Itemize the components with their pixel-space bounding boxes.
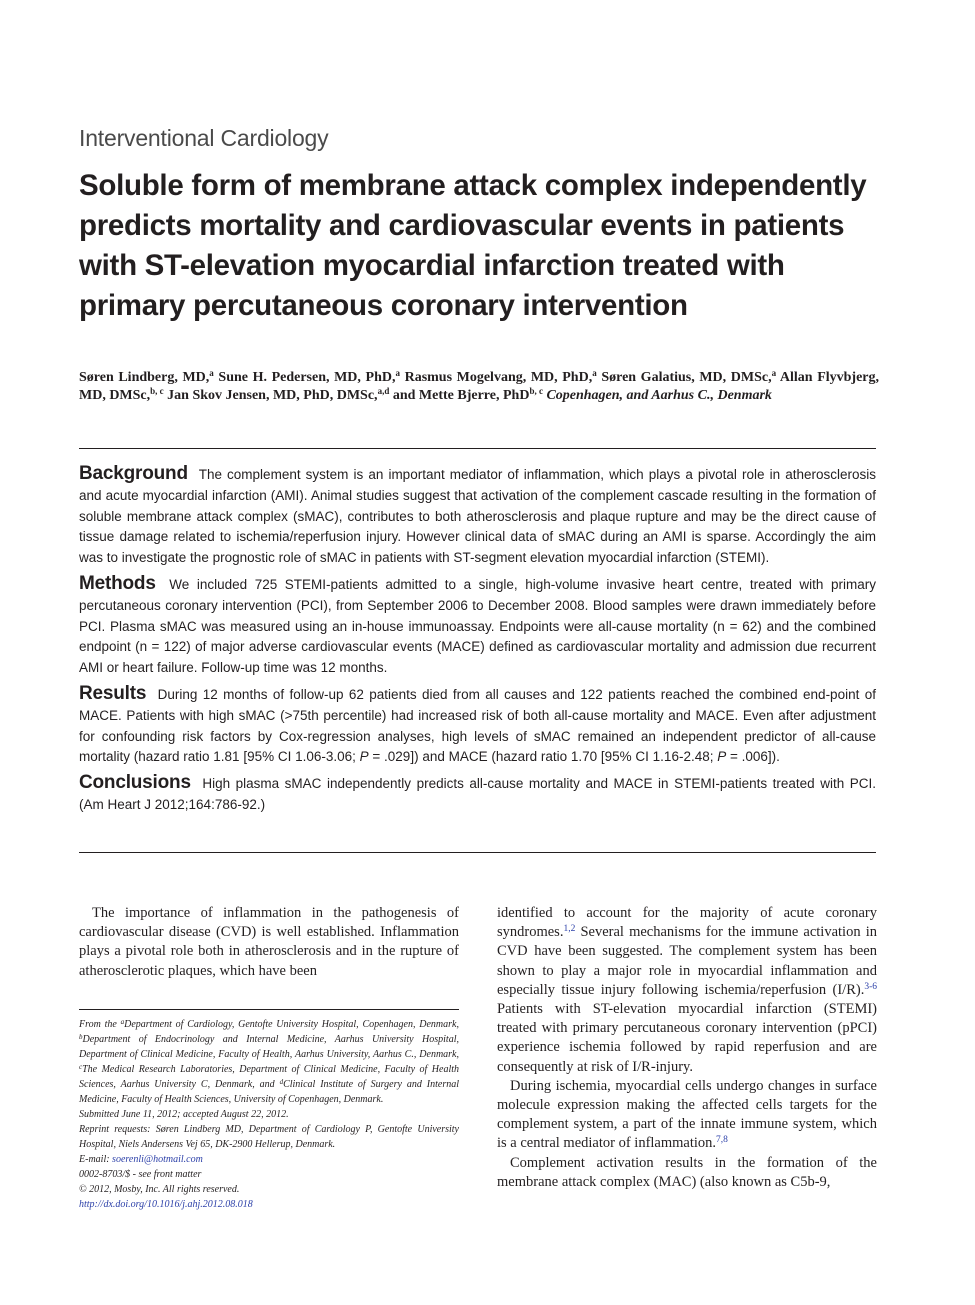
author-list — [79, 369, 879, 405]
note-text: Department of Cardiology, Gentofte University Hospital, Copenhagen, Denmark, — [124, 1019, 459, 1030]
abstract-heading-conclusions: Conclusions — [79, 772, 191, 794]
affiliation-mark: b — [79, 1033, 83, 1041]
author-name: Allan Flyvbjerg, MD, DMSc, — [79, 370, 880, 403]
abstract-top-rule — [79, 448, 876, 449]
author-name: Søren Lindberg, MD, — [79, 370, 210, 385]
abstract-heading-results: Results — [79, 682, 147, 704]
email-link[interactable]: soerenli@hotmail.com — [112, 1154, 203, 1165]
body-paragraph: The importance of inflammation in the pathogenesis of cardiovascular disease (CVD) is well established. Inflammation plays a pivotal role both in atherosclerosis and in the rupture of atherosclerotic plaques, which have been — [79, 905, 459, 979]
email-note — [79, 1152, 459, 1167]
abstract-heading-background: Background — [79, 463, 188, 484]
author-name: Jan Skov Jensen, MD, PhD, DMSc, — [167, 388, 378, 403]
note-text: The Medical Research Laboratories, Department of Clinical Medicine, Faculty of Health Sciences, Aarhus University C, Denmark, and — [79, 1064, 459, 1090]
abstract-text-results: = .006]). — [726, 749, 780, 765]
abstract-heading-methods: Methods — [79, 572, 156, 594]
footnotes — [79, 1017, 459, 1212]
abstract-methods — [79, 574, 876, 679]
abstract-text-background: The complement system is an important mediator of inflammation, which plays a pivotal role in atherosclerosis and acute myocardial infarction (AMI). Animal studies suggest that activation of the complement cascade resulting in the formation of soluble membrane attack complex (sMAC), contributes to both atherosclerosis and plaque rupture and may be the direct cause of tissue damage related to ischemia/reperfusion injury. However clinical data of sMAC during an AMI is sparse. Accordingly the aim was to investigate the prognostic role of sMAC in patients with ST-segment elevation myocardial infarction (STEMI). — [79, 467, 876, 566]
abstract-text-results: During 12 months of follow-up 62 patients died from all causes and 122 patients reached the combined end-point of MACE. Patients with high sMAC (>75th percentile) had increased risk of both all-cause mortality and MACE. Even after adjustment for confounding risk factors by Cox-regression analyses, high levels of sMAC remained an independent predictor of all-cause mortality (hazard ratio 1.81 [95% CI 1.06-3.06; — [79, 686, 876, 765]
paragraph-text: identified to account for the majority of acute coronary syndromes. — [497, 905, 877, 941]
article-title: Soluble form of membrane attack complex independently predicts mortality and cardiovascular events in patients with ST-elevation myocardial infarction treated with primary percutaneous coronary intervention — [79, 169, 867, 322]
abstract-background — [79, 464, 876, 569]
author-conjunction: and — [392, 388, 416, 403]
affiliation-mark: a — [209, 368, 214, 378]
body-paragraph — [497, 1077, 877, 1154]
abstract-results — [79, 684, 876, 768]
email-label: E-mail: — [79, 1154, 113, 1165]
abstract-text-conclusions: High plasma sMAC independently predicts all-cause mortality and MACE in STEMI-patients treated with PCI. (Am Heart J 2012;164:786-92.) — [79, 776, 876, 812]
abstract-text-results: = .029]) and MACE (hazard ratio 1.70 [95% CI 1.16-2.48; — [368, 749, 718, 765]
submitted-note: Submitted June 11, 2012; accepted August 22, 2012. — [79, 1109, 289, 1120]
citation-link[interactable]: 7,8 — [716, 1135, 728, 1146]
note-text: Clinical Institute of Surgery and Internal Medicine, Faculty of Health Sciences, University of Copenhagen, Denmark. — [79, 1079, 460, 1105]
affiliation-mark: b, c — [150, 386, 164, 396]
affiliation-mark: b, c — [529, 386, 543, 396]
copyright-note: © 2012, Mosby, Inc. All rights reserved. — [79, 1184, 240, 1195]
citation-link[interactable]: 1,2 — [563, 924, 576, 935]
author-name: Mette Bjerre, PhD — [418, 388, 530, 403]
doi-link[interactable]: http://dx.doi.org/10.1016/j.ahj.2012.08.018 — [79, 1199, 253, 1210]
p-value-label: P — [359, 749, 369, 765]
citation-link[interactable]: 3-6 — [864, 981, 877, 992]
affiliation-mark: a — [120, 1018, 125, 1026]
abstract-bottom-rule — [79, 852, 876, 853]
affiliation-mark: a — [592, 368, 597, 378]
footnote-rule — [79, 1009, 459, 1010]
paragraph-text: Several mechanisms for the immune activation in CVD have been suggested. The complement system has been shown to play a major role in myocardial inflammation and especially tissue injury following ischemia/reperfusion (I/R). — [497, 924, 877, 998]
section-label: Interventional Cardiology — [79, 125, 329, 151]
note-text: Department of Endocrinology and Internal Medicine, Aarhus University Hospital, Department of Clinical Medicine, Faculty of Health, Aarhus University, Aarhus C., Denmark, — [79, 1034, 459, 1060]
note-text: From the — [79, 1019, 121, 1030]
reprint-note: Reprint requests: Søren Lindberg MD, Department of Cardiology P, Gentofte University Hospital, Niels Andersens Vej 65, DK-2900 Hellerup, Denmark. — [79, 1124, 459, 1150]
abstract — [79, 464, 876, 821]
affiliation-mark: c — [79, 1063, 83, 1071]
paragraph-text: During ischemia, myocardial cells undergo changes in surface molecule expression making the affected cells targets for the complement system, a part of the innate immune system, which is a central mediator of inflammation. — [497, 1077, 877, 1152]
affiliation-mark: a — [395, 368, 400, 378]
body-left-column — [79, 904, 459, 981]
body-paragraph — [497, 904, 877, 1077]
affiliation-mark: d — [279, 1078, 284, 1086]
issn-note: 0002-8703/$ - see front matter — [79, 1169, 202, 1180]
author-name: Søren Galatius, MD, DMSc, — [601, 370, 772, 385]
paragraph-text: Patients with ST-elevation myocardial infarction (STEMI) treated with primary percutaneous coronary intervention (pPCI) experience ischemia followed by rapid reperfusion and are consequently at risk of I/R-injury. — [497, 1001, 877, 1075]
affiliations-note — [79, 1017, 459, 1107]
abstract-text-methods: We included 725 STEMI-patients admitted to a single, high-volume invasive heart centre, treated with primary percutaneous coronary intervention (PCI), from September 2006 to December 2008. Blood samples were drawn immediately before PCI. Plasma sMAC was measured using an in-house immunoassay. Endpoints were all-cause mortality (n = 62) and the combined endpoint (n = 122) of major adverse cardiovascular events (MACE) defined as cardiovascular mortality and admission due recurrent AMI or heart failure. Follow-up time was 12 months. — [79, 576, 876, 676]
author-location: Copenhagen, and Aarhus C., Denmark — [546, 388, 772, 403]
author-name: Rasmus Mogelvang, MD, PhD, — [404, 370, 593, 385]
affiliation-mark: a — [771, 368, 777, 378]
abstract-conclusions — [79, 773, 876, 816]
affiliation-mark: a,d — [377, 386, 390, 396]
body-paragraph: Complement activation results in the formation of the membrane attack complex (MAC) (also known as C5b-9, — [497, 1154, 877, 1190]
author-name: Sune H. Pedersen, MD, PhD, — [218, 370, 396, 385]
body-right-column — [497, 904, 877, 1192]
p-value-label: P — [717, 749, 727, 765]
